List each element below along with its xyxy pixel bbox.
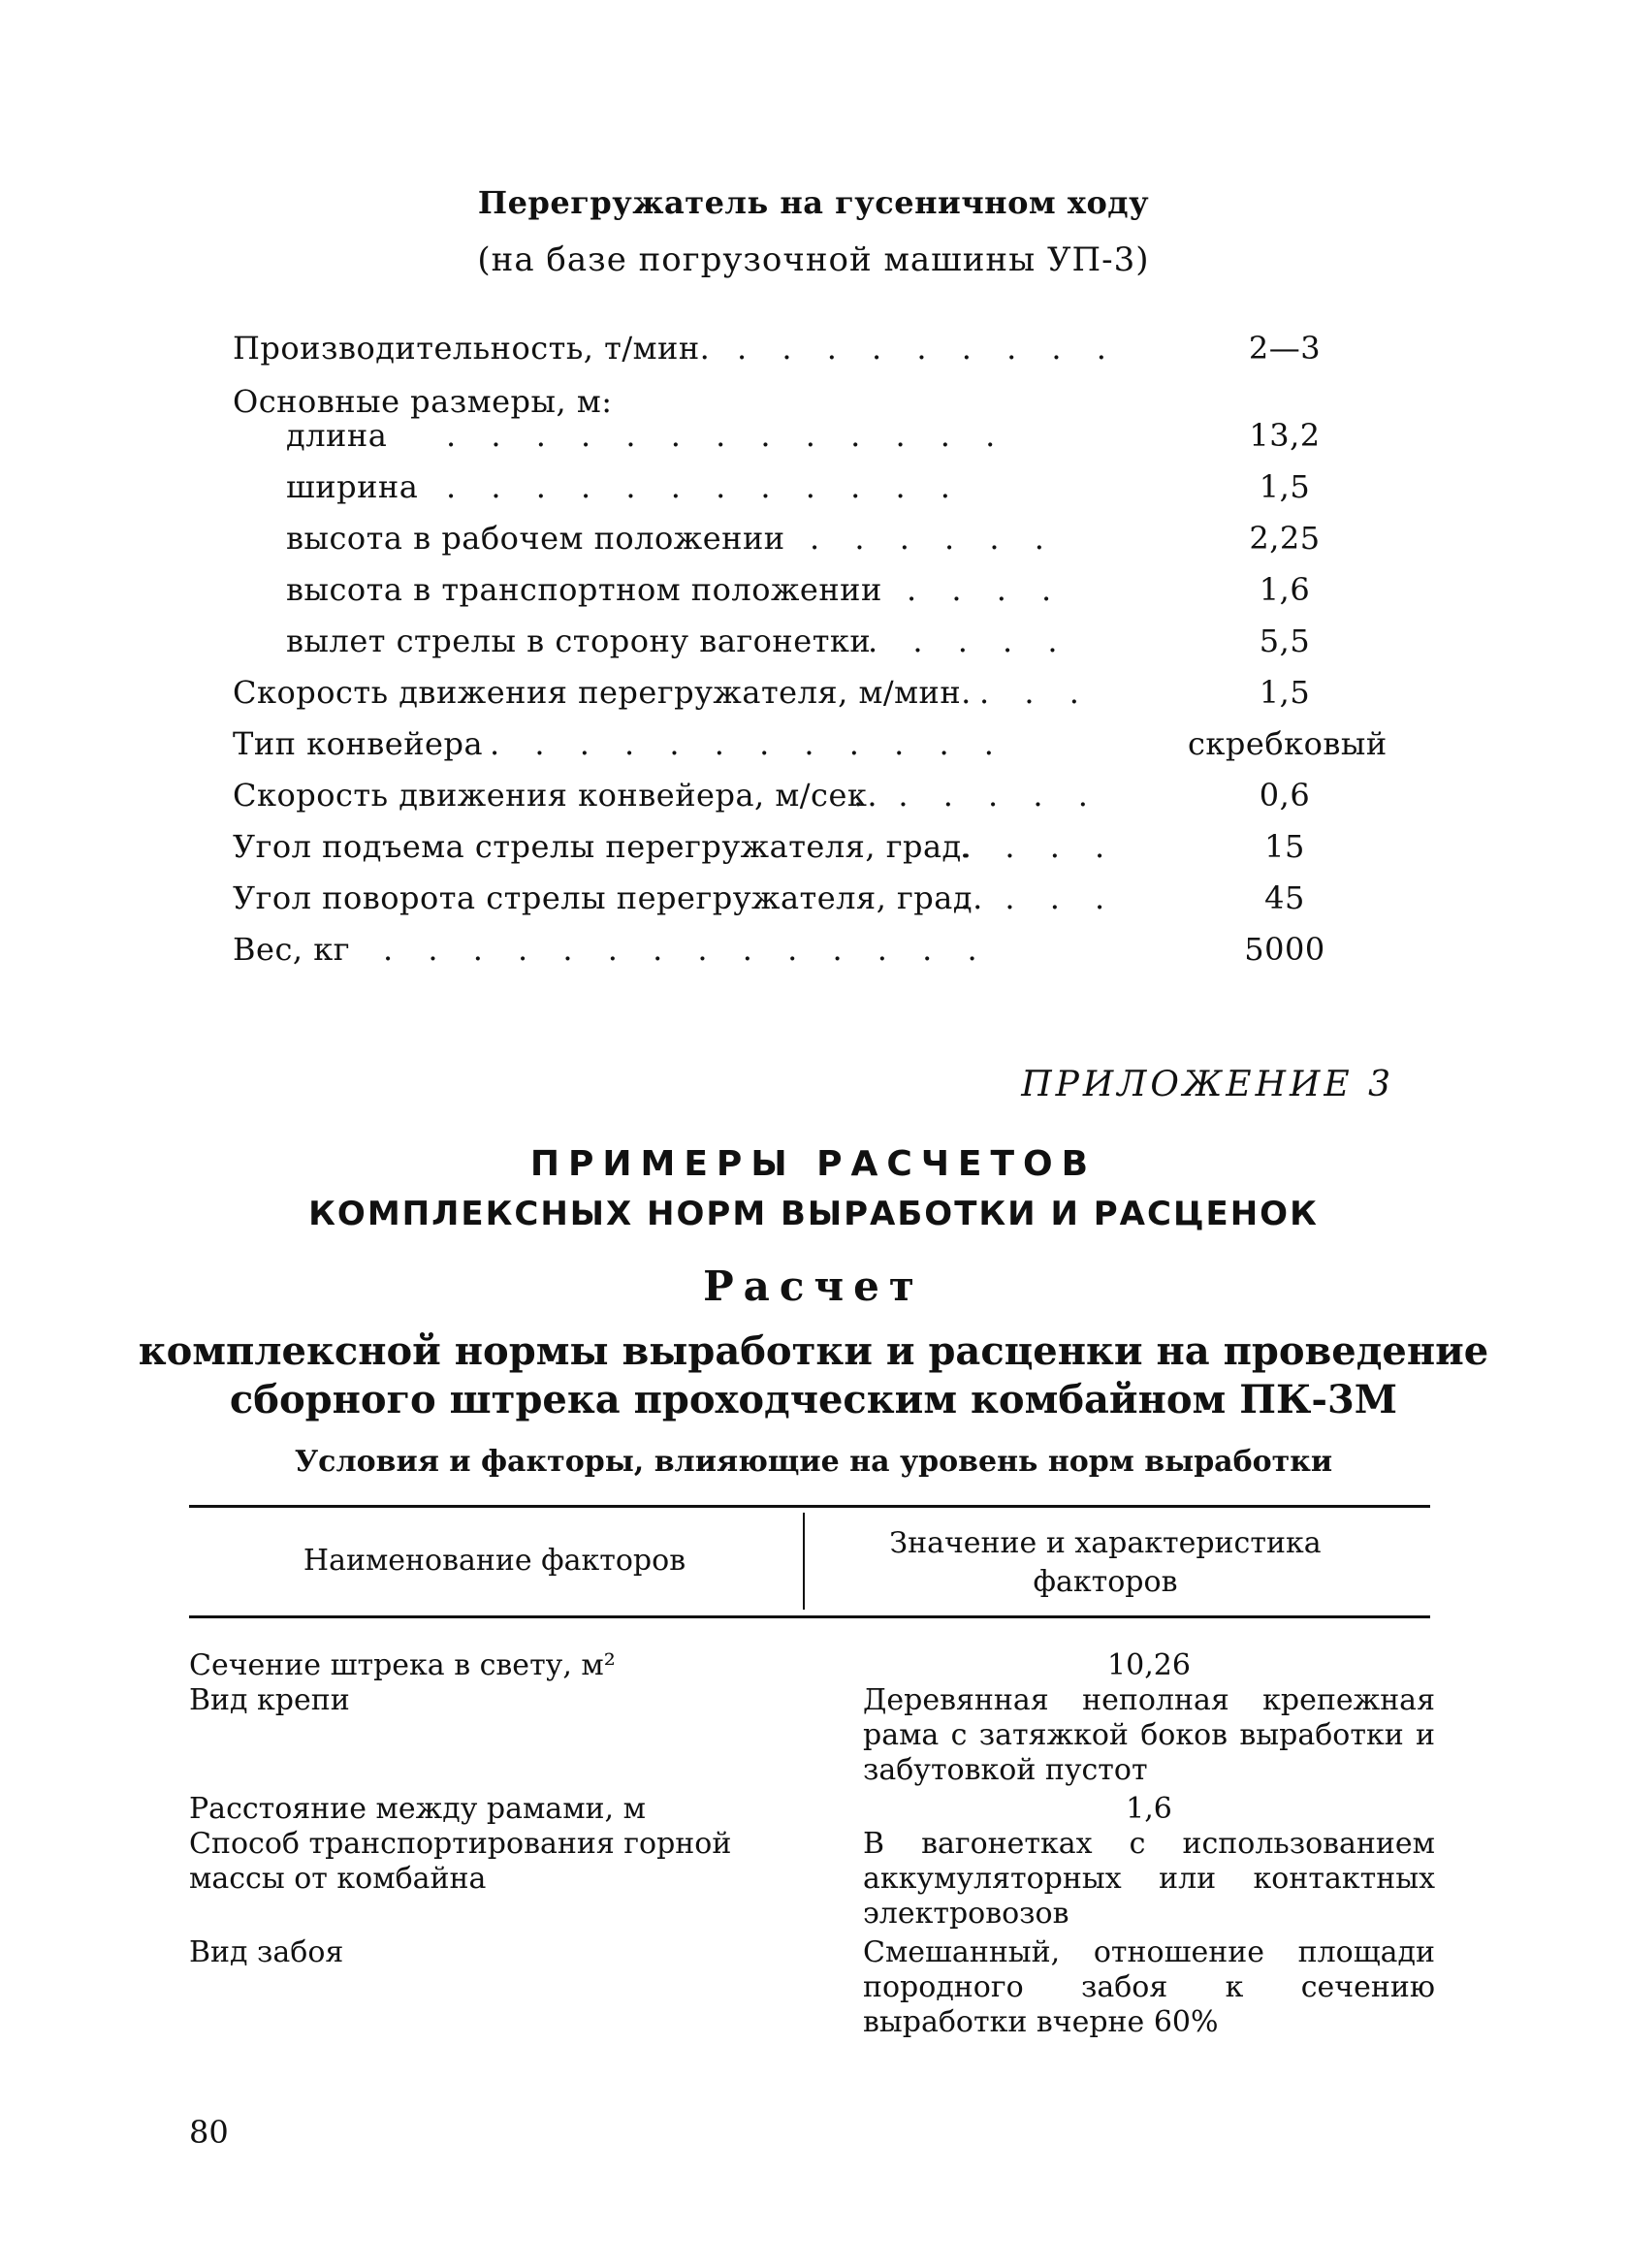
- table-cell-factor: Способ транспортирования горной массы от комбайна: [189, 1827, 732, 1896]
- page-number: 80: [189, 2114, 229, 2151]
- table-column-divider: [803, 1513, 805, 1610]
- spec-label: Тип конвейера: [233, 725, 484, 762]
- spec-row: [233, 571, 1406, 614]
- spec-row: [233, 674, 1406, 717]
- leader-dots: . . . . . . . . . . . .: [446, 468, 963, 505]
- leader-dots: . . . . .: [868, 623, 1070, 659]
- raschet-heading: Расчет: [703, 1262, 924, 1310]
- spec-label: высота в рабочем положении: [286, 520, 785, 557]
- spec-row: [233, 777, 1406, 819]
- leader-dots: . . . . . . . . . . . .: [490, 725, 1006, 762]
- spec-row: [233, 623, 1406, 665]
- table-header-value: Значение и характеристика факторов: [889, 1526, 1322, 1599]
- main-heading-line2: КОМПЛЕКСНЫХ НОРМ ВЫРАБОТКИ И РАСЦЕНОК: [308, 1195, 1319, 1233]
- spec-label: Скорость движения конвейера, м/сек.: [233, 777, 878, 814]
- spec-label: Производительность, т/мин.: [233, 330, 711, 367]
- table-cell-value: В вагонетках с использованием аккумуляторных или контактных электровозов: [863, 1827, 1435, 1931]
- spec-row: [233, 931, 1406, 974]
- table-cell-factor: Вид забоя: [189, 1935, 344, 1969]
- leader-dots: . . .: [979, 674, 1092, 711]
- table-cell-value: 1,6: [1126, 1792, 1172, 1826]
- spec-row: [233, 828, 1406, 871]
- spec-label: вылет стрелы в сторону вагонетки: [286, 623, 872, 659]
- table-cell-value: Смешанный, отношение площади породного забоя к сечению выработки вчерне 60%: [863, 1935, 1435, 2039]
- leader-dots: . . . .: [960, 879, 1118, 916]
- spec-row: [233, 417, 1406, 460]
- table-header-factor: Наименование факторов: [303, 1544, 686, 1578]
- table-top-rule: [189, 1505, 1430, 1508]
- table-cell-factor: Сечение штрека в свету, м²: [189, 1648, 616, 1682]
- leader-dots: . . . . . . . . . . . . .: [446, 417, 1008, 454]
- spec-label: Угол подъема стрелы перегружателя, град.: [233, 828, 973, 865]
- spec-value: 15: [1264, 828, 1305, 865]
- spec-value: 5000: [1244, 931, 1325, 968]
- spec-label: Угол поворота стрелы перегружателя, град.: [233, 879, 983, 916]
- spec-value: скребковый: [1188, 725, 1388, 762]
- section-title: Перегружатель на гусеничном ходу: [477, 184, 1150, 221]
- conditions-caption: Условия и факторы, влияющие на уровень норм выработки: [294, 1445, 1333, 1479]
- spec-value: 2,25: [1249, 520, 1321, 557]
- section-subtitle: (на базе погрузочной машины УП-3): [477, 240, 1150, 279]
- spec-row: [233, 520, 1406, 562]
- spec-value: 1,5: [1259, 674, 1311, 711]
- leader-dots: . . . .: [907, 571, 1065, 608]
- table-cell-value: 10,26: [1107, 1648, 1191, 1682]
- table-cell-value: Деревянная неполная крепежная рама с затяжкой боков выработки и забутовкой пустот: [863, 1683, 1435, 1787]
- spec-label: длина: [286, 417, 388, 454]
- leader-dots: . . . . . . . . . . . . . .: [383, 931, 990, 968]
- calc-title-line1: комплексной нормы выработки и расценки на проведение: [138, 1328, 1489, 1374]
- spec-row: [233, 725, 1406, 768]
- leader-dots: . . . .: [960, 828, 1118, 865]
- main-heading-line1: ПРИМЕРЫ РАСЧЕТОВ: [529, 1144, 1098, 1184]
- spec-row: [233, 879, 1406, 922]
- appendix-label: ПРИЛОЖЕНИЕ 3: [1021, 1065, 1394, 1104]
- spec-value: 1,5: [1259, 468, 1311, 505]
- spec-value: 5,5: [1259, 623, 1311, 659]
- spec-label: высота в транспортном положении: [286, 571, 882, 608]
- spec-label: Скорость движения перегружателя, м/мин.: [233, 674, 972, 711]
- table-header-rule: [189, 1615, 1430, 1618]
- spec-row: [233, 468, 1406, 511]
- spec-value: 2—3: [1248, 330, 1322, 367]
- spec-label: Основные размеры, м:: [233, 383, 613, 420]
- table-cell-factor: Расстояние между рамами, м: [189, 1792, 646, 1826]
- spec-value: 13,2: [1249, 417, 1321, 454]
- calc-title-line2: сборного штрека проходческим комбайном ПК-3М: [229, 1377, 1398, 1422]
- spec-value: 0,6: [1259, 777, 1311, 814]
- spec-value: 45: [1264, 879, 1305, 916]
- leader-dots: . . . . . .: [810, 520, 1057, 557]
- spec-label: ширина: [286, 468, 419, 505]
- table-cell-factor: Вид крепи: [189, 1683, 350, 1717]
- spec-label: Вес, кг: [233, 931, 350, 968]
- leader-dots: . . . . . . . . .: [737, 330, 1119, 367]
- spec-row: [233, 330, 1406, 372]
- leader-dots: . . . . . .: [853, 777, 1101, 814]
- spec-value: 1,6: [1259, 571, 1311, 608]
